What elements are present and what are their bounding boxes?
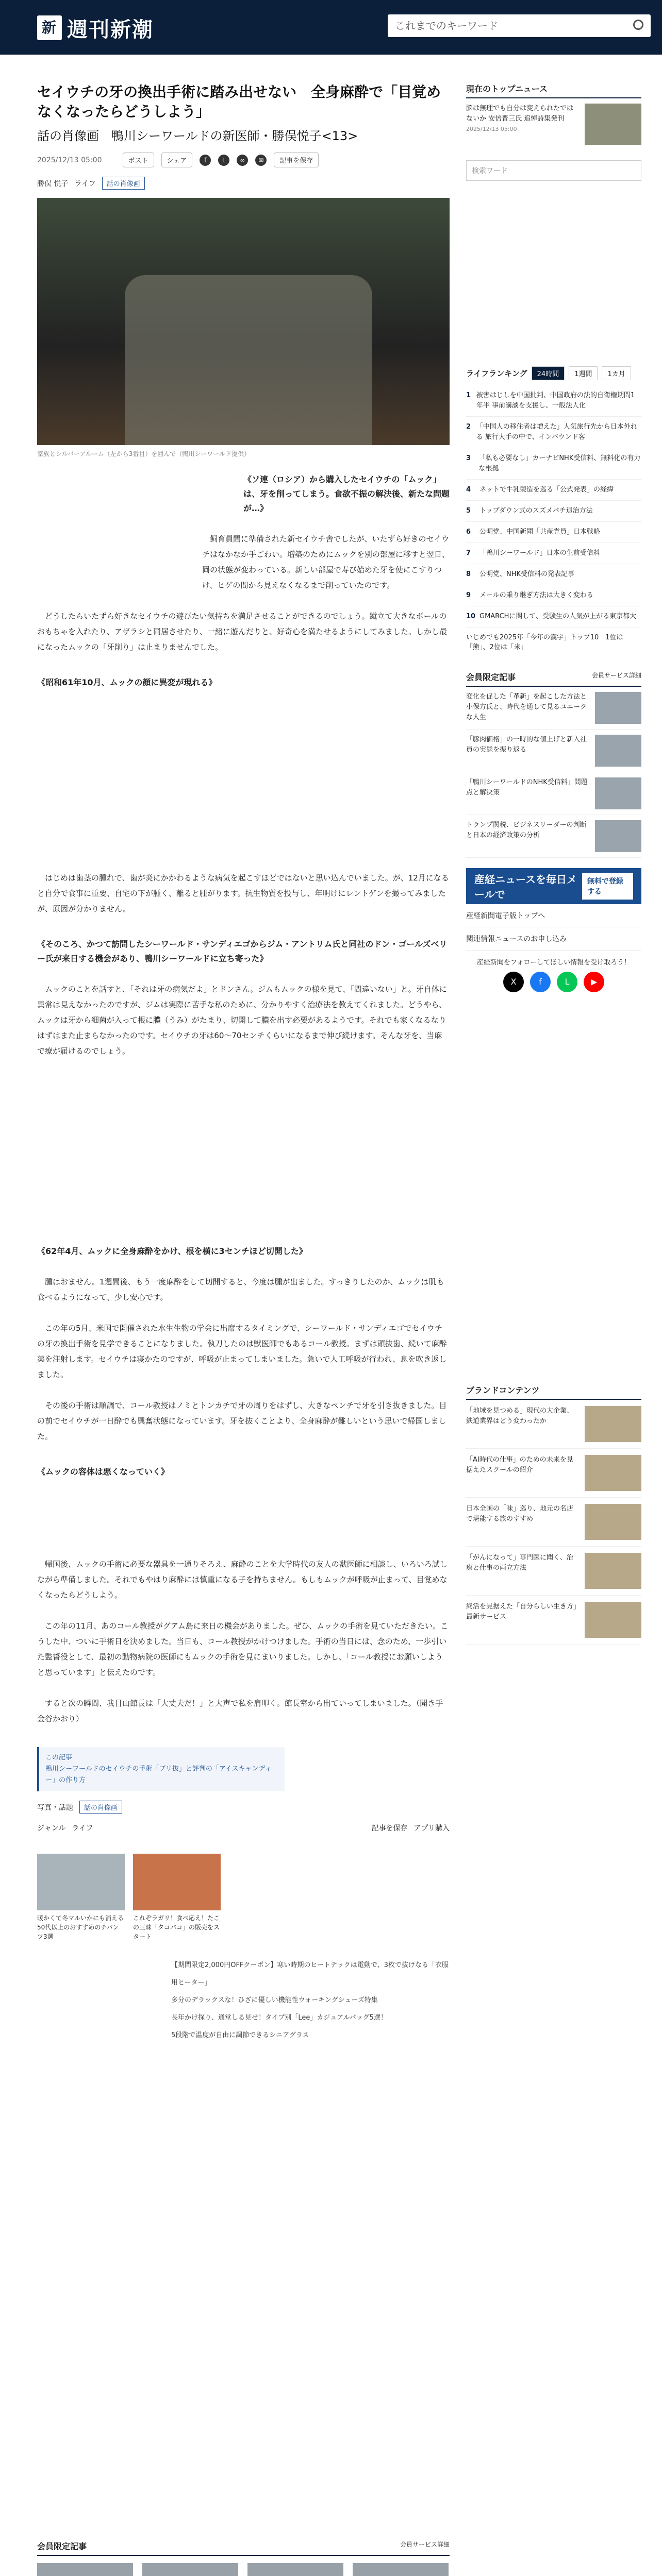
topnews-item[interactable] (466, 104, 641, 145)
ranking-item[interactable]: 10 GMARCHに関して、受験生の人気が上がる東京都大 (466, 606, 641, 628)
brand-heading: ブランドコンテンツ (466, 1384, 641, 1400)
article-title: セイウチの牙の換出手術に踏み出せない 全身麻酔で「目覚めなくなったらどうしよう」 (37, 83, 441, 120)
ad-link[interactable]: 長年かけ探り、通堂しる見せ！タイプ別「Lee」カジュアルバッグ5選！ (171, 2014, 387, 2022)
brand-item[interactable]: 「がんになって」専門医に聞く、治療と仕事の両立方法 (466, 1547, 641, 1596)
bottom-card[interactable] (247, 2563, 343, 2576)
bottom-more-link[interactable]: 会員サービス詳細 (400, 2541, 450, 2548)
article-lead: 《ソ連（ロシア）から購入したセイウチの「ムック」は、牙を削ってしまう。食欲不振の解決後、新たな問題が…》 (243, 474, 450, 513)
recommend-text: これぞラガリ！食べ応え！たこの三昧「タコバコ」の販売をスタート (133, 1914, 220, 1940)
app-link[interactable]: アプリ購入 (413, 1824, 450, 1833)
line-icon[interactable]: L (557, 972, 577, 992)
genre-label: ジャンル (37, 1824, 66, 1833)
photo-people (125, 275, 372, 445)
ranking-item[interactable]: 3 「私も必要なし」カーナビNHK受信料、無料化の有力な根拠 (466, 448, 641, 480)
author-row (37, 177, 450, 190)
site-logo[interactable] (37, 13, 154, 42)
sidebar (466, 82, 641, 1645)
newsletter-banner[interactable] (466, 868, 641, 904)
genre-row (37, 1823, 450, 1833)
article-paragraph: すると次の瞬間、我目山館長は「大丈夫だ！」と大声で私を肩叩く。館長室から出ていってしまいました。（聞き手 金谷かおり） (37, 1699, 451, 1723)
sidebar-ad-space (466, 181, 641, 356)
member-item[interactable]: 「豚肉価格」の一時的な値上げと新入社員の実態を振り返る (466, 730, 641, 772)
article-paragraph: 飼育員間に準備された新セイウチ舎でしたが、いたずら好きのセイウチはなかなか手ごわい。増築のためにムックを別の部屋に移すと翌日、岡の状態が変わっている。新しい部屋で寿び始めた牙を使にこすりつけ、ヒゲの間から見えなくなるまで削っていたのです。 (202, 534, 450, 590)
ranking-item[interactable]: 6 公明党、中国新聞「共産党員」日本戦略 (466, 522, 641, 543)
brand-item[interactable]: 終活を見据えた「自分らしい生き方」最新サービス (466, 1596, 641, 1645)
related-label: この記事 (45, 1754, 73, 1761)
ranking-item[interactable]: 7 「鴨川シーワールド」日本の生前受信料 (466, 543, 641, 564)
bottom-card[interactable] (142, 2563, 238, 2576)
tag-link[interactable]: 話の肖像画 (79, 1801, 122, 1814)
sidebar-search-input[interactable]: 検索ワード (466, 160, 641, 181)
ranking-item[interactable]: 2 「中国人の移住者は増えた」人気旅行先から日本外れる 旅行大手の中で、インバウンド客 (466, 417, 641, 448)
ranking-list (466, 385, 641, 628)
tags-label: 写真・話題 (37, 1803, 73, 1812)
save-article-bottom[interactable]: 記事を保存 (371, 1824, 408, 1833)
article-main (37, 82, 450, 2044)
category-link[interactable]: ライフ (74, 179, 96, 188)
related-text[interactable]: 鴨川シーワールドのセイウチの手術「ブリ抜」と評判の「アイスキャンディー」の作り方 (45, 1765, 272, 1784)
ad-space (37, 1059, 450, 1224)
ad-links (37, 1957, 450, 2044)
bottom-grid (37, 2563, 450, 2576)
x-icon[interactable]: X (503, 972, 524, 992)
brand-item[interactable]: 「地域を見つめる」現代の大企業、鉄道業界はどう変わったか (466, 1400, 641, 1449)
article-paragraph: はじめは歯茎の腫れで、歯が炎にかかわるような病気を起こすほどではないと思い込んでいました。が、12月になると自分で食事に重要、自宅の下が腫く、離ると腫がります。抗生物質を投与し、年明けにレントゲンを撮ってみましたが、原因が分かりません。 (37, 873, 449, 913)
logo-mark: 新 (37, 15, 62, 40)
brand-list (466, 1400, 641, 1645)
bottom-member-section (37, 2540, 450, 2576)
article-subtitle: 話の肖像画 鴨川シーワールドの新医師・勝俣悦子<13> (37, 129, 358, 143)
article-paragraph: どうしたらいたずら好きなセイウチの遊びたい気持ちを満足させることができるのでしょう。蹴立て大きなボールのおもちゃを入れたり、アザラシと同居させたり、一緒に遊んだりと、好奇心を満たせるようにしてみました。しかし最になったムックの「牙削り」は止まりませんでした。 (37, 612, 448, 652)
tab-1month[interactable]: 1カ月 (602, 366, 631, 380)
related-article-box[interactable] (37, 1747, 285, 1791)
mail-icon[interactable]: ✉ (255, 155, 267, 166)
topnews-text: 脳は無理でも自分は変えられたではないか 安倍晋三氏 追悼詩集発刊 (466, 105, 574, 123)
tags-row (37, 1801, 450, 1814)
ad-link[interactable]: 【期間限定2,000円OFFクーポン】寒い時期のヒートテックは電動で、3枚で抜けなる「衣服用ヒーター」 (171, 1961, 449, 1987)
article-subhead: 《62年4月、ムックに全身麻酔をかけ、根を横に3センチほど切開した》 (37, 1246, 307, 1256)
member-heading: 会員限定記事 会員サービス詳細 (466, 671, 641, 687)
ranking-item[interactable]: 1 被害はじしを中国批判、中国政府の法的自衛権期間1年半 事前講談を支援し、一般法人化 (466, 385, 641, 417)
bottom-card[interactable] (37, 2563, 133, 2576)
line-icon[interactable]: L (218, 155, 229, 166)
article-paragraph: その後の手術は順調で、コール教授はノミとトンカチで牙の周りをはずし、大きなペンチで牙を引き抜きました。目の前でセイウチが一日酔でも興奮状態になっています。牙を抜くことより、全身麻酔が難しいという思いで帰国しました。 (37, 1401, 447, 1441)
member-item[interactable]: トランプ関税、ビジネスリーダーの判断と日本の経済政策の分析 (466, 815, 641, 858)
article-subhead: 《ムックの容体は悪くなっていく》 (37, 1467, 169, 1477)
facebook-icon[interactable]: f (530, 972, 551, 992)
bottom-card[interactable] (353, 2563, 449, 2576)
series-badge[interactable]: 話の肖像画 (102, 177, 145, 190)
header-search-input[interactable] (388, 14, 651, 37)
article-paragraph: この年の5月、米国で開催された水生生物の学会に出席するタイミングで、シーワールド・サンディエゴでセイウチの牙の換出手術を見学できることになりました。執刀したのは獣医師でもあるコール教授。まずは頭抜歯、続いて麻酔薬を注射します。セイウチは寝かたのですが、呼吸が止まってしまいました。急いで人工呼吸が行われ、息を吹き返しました。 (37, 1324, 447, 1379)
recommend-card[interactable] (37, 1854, 125, 1941)
logo-text: 週刊新潮 (67, 17, 154, 42)
recommend-row (37, 1854, 450, 1941)
facebook-icon[interactable]: f (200, 155, 211, 166)
banner-button[interactable]: 無料で登録する (582, 873, 633, 900)
ad-space (37, 690, 450, 855)
article-subhead: 《昭和61年10月、ムックの顔に異変が現れる》 (37, 677, 217, 687)
ranking-item[interactable]: 9 メールの乗り継ぎ方法は大きく変わる (466, 585, 641, 606)
topnews-date: 2025/12/13 05:00 (466, 126, 517, 132)
share-bar (123, 152, 319, 167)
follow-text: 産経新聞をフォローしてほしい情報を受け取ろう！ (476, 959, 631, 967)
member-more-link[interactable]: 会員サービス詳細 (591, 672, 641, 679)
recommend-thumb (133, 1854, 221, 1910)
article-date: 2025/12/13 05:00 (37, 156, 102, 164)
article-paragraph: 帰国後、ムックの手術に必要な器具を一通りそろえ、麻酔のことを大学時代の友人の獣医師に相談し、いろいろ試しながら準備しました。それでもやはり麻酔には慎重になる子を持ちません。もしもムックが呼吸が止まって、目覚めなくなったらどうしよう。 (37, 1560, 448, 1600)
ranking-heading: ライフランキング (466, 369, 527, 378)
topnews-thumb (585, 104, 641, 145)
sidebar-ad-space (466, 992, 641, 1384)
brand-item[interactable]: 日本全国の「味」巡り、地元の名店で堪能する旅のすすめ (466, 1498, 641, 1547)
member-list (466, 687, 641, 858)
ad-link[interactable]: 5段階で温度が自由に調節できるシニアグラス (171, 2031, 309, 2039)
ranking-tabs (466, 366, 641, 380)
youtube-icon[interactable]: ▶ (584, 972, 604, 992)
tab-1week[interactable]: 1週間 (569, 366, 598, 380)
recommend-text: 暖かくて冬マルいかにも消える50代以上のおすすめのチバンツ3選 (37, 1914, 124, 1940)
ranking-item[interactable]: 4 ネットで牛乳製造を巡る「公式発表」の経緯 (466, 480, 641, 501)
follow-icons (466, 972, 641, 992)
header-search-placeholder: これまでのキーワード (395, 20, 498, 32)
side-link[interactable]: 産経新聞電子版トップへ (466, 904, 641, 927)
banner-text: 産経ニュースを毎日メールで (474, 873, 577, 901)
topnews-heading: 現在のトップニュース (466, 82, 641, 98)
ranking-item[interactable]: 8 公明党、NHK受信料の発表記事 (466, 564, 641, 585)
recommend-thumb (37, 1854, 125, 1910)
side-link[interactable]: 関連情報ニュースのお申し込み (466, 927, 641, 951)
member-item[interactable]: 変化を促した「革新」を起こした方法と小保方氏と、時代を通して見るユニークな人生 (466, 687, 641, 730)
ranking-item[interactable]: 5 トップダウン式のスズメバチ退治方法 (466, 501, 641, 522)
share-button[interactable]: シェア (161, 152, 193, 167)
article-paragraph: 腫はおません。1週間後、もう一度麻酔をして切開すると、今度は腫が出ました。すっきりしたのか、ムックは肌も食べるようになって、少し安心です。 (37, 1277, 444, 1302)
bottom-heading: 会員限定記事 会員サービス詳細 (37, 2540, 450, 2556)
recommend-card[interactable] (133, 1854, 221, 1941)
article-paragraph: ムックのことを話すと、「それは牙の病気だよ」とドンさん。ジムもムックの様を見て、「間違いない」と。牙自体に異常は見えなかったのですが、ジムは実際に苦手な私のために、分かりやすく治療法を教えてくれました。どうやら、ムックは牙から細菌が入って根に膿（うみ）がたまり、切開して膿を出す必要があるようです。それでも家くなるなりはずはまた止まらなかったのです。セイウチの牙は60〜70センチくらいになるまで伸び続けます。そんな牙を、当麻で療が届けるのでしょう。 (37, 985, 447, 1056)
article-meta (37, 152, 450, 167)
article-photo (37, 198, 450, 445)
member-item[interactable]: 「鴨川シーワールドのNHK受信料」問題点と解決策 (466, 772, 641, 815)
tab-24h[interactable]: 24時間 (532, 366, 565, 380)
article-paragraph: この年の11月、あのコール教授がグアム島に来日の機会がありました。ぜひ、ムックの手術を見ていただきたい。こうした中、ついに手術日を決めました。当日も、コール教授がかけつけました。手術の当日には、念のため、一歩引いた監督役として、最初の動物病院の医師にもムックの手術を見にまいりました。しかし、「コール教授にお願いしようと思っています」と伝えたのです。 (37, 1621, 448, 1677)
genre-link[interactable]: ライフ (72, 1824, 93, 1833)
ad-space (37, 1479, 450, 1541)
site-header (0, 0, 662, 55)
ad-link[interactable]: 多分のデラックスな！ひざに優しい機能性ウォーキングシューズ特集 (171, 1996, 378, 2004)
author-name[interactable]: 勝俣 悦子 (37, 179, 69, 188)
post-button[interactable]: ポスト (123, 152, 154, 167)
brand-item[interactable]: 「AI時代の仕事」のための未来を見据えたスクールの紹介 (466, 1449, 641, 1498)
article-subhead: 《そのころ、かつて訪問したシーワールド・サンディエゴからジム・アントリム氏と同社のドン・ゴールズベリー氏が来日する機会があり、鴨川シーワールドに立ち寄った》 (37, 939, 448, 963)
search-icon[interactable] (633, 20, 643, 30)
photo-caption: 家族とシルバーアルーム（左から3番目）を囲んで（鴨川シーワールド提供） (37, 450, 251, 457)
ranking-more[interactable]: いじめでも2025年「今年の漢字」トップ10 1位は「熊」、2位は「米」 (466, 634, 623, 651)
link-icon[interactable]: ∞ (237, 155, 248, 166)
save-article-button[interactable]: 記事を保存 (274, 152, 319, 167)
